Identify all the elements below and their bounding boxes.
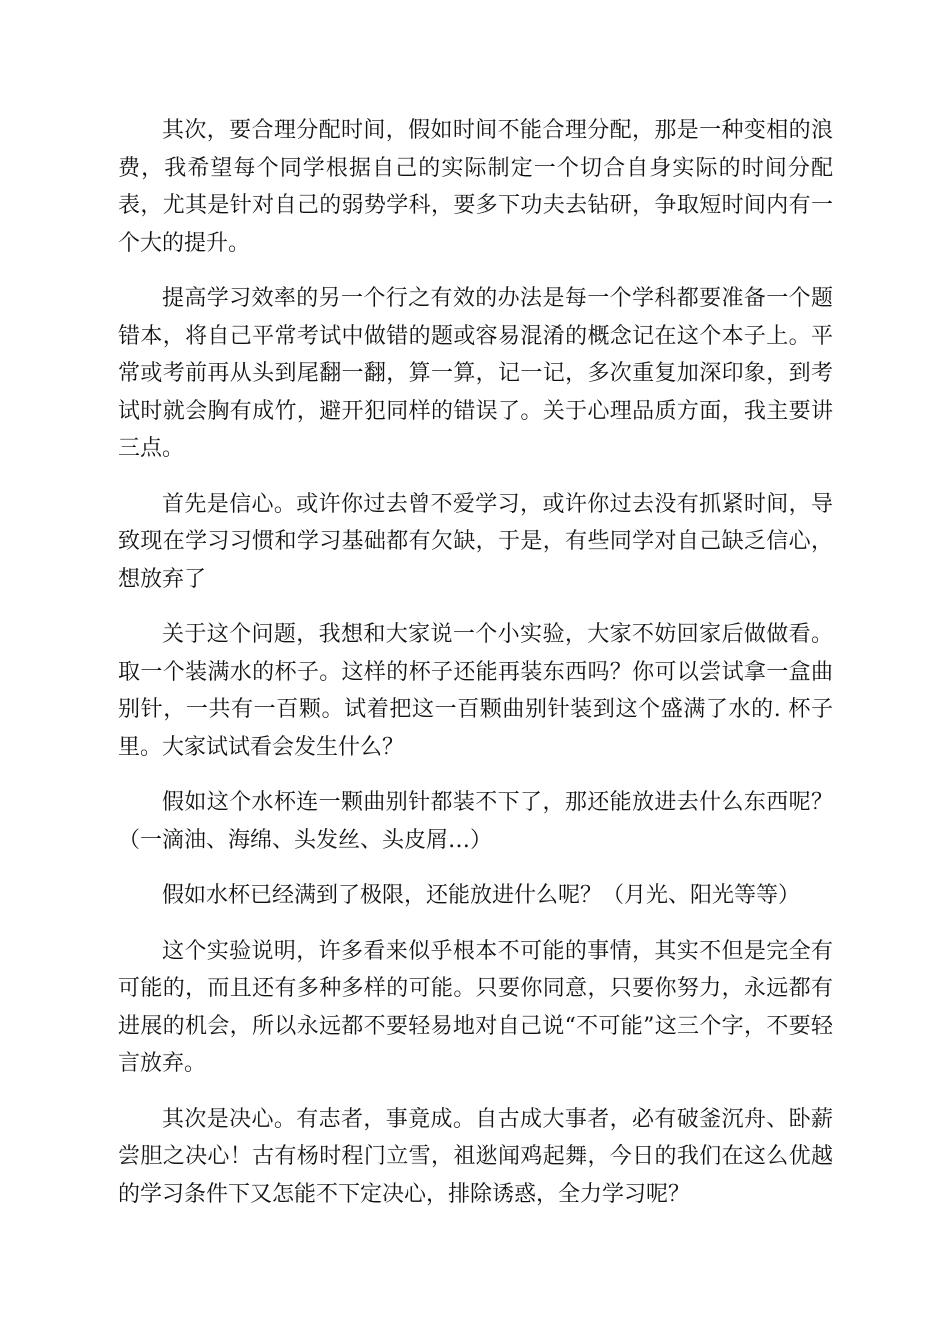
paragraph-error-notebook: 提高学习效率的另一个行之有效的办法是每一个学科都要准备一个题错本，将自己平常考试中做错的题或容易混淆的概念记在这个本子上。平常或考前再从头到尾翻一翻，算一算，记一记，多次重复加深印象，到考试时就会胸有成竹，避开犯同样的错误了。关于心理品质方面，我主要讲三点。 bbox=[118, 286, 833, 461]
paragraph-time-allocation: 其次，要合理分配时间，假如时间不能合理分配，那是一种变相的浪费，我希望每个同学根据自己的实际制定一个切合自身实际的时间分配表，尤其是针对自己的弱势学科，要多下功夫去钻研，争取短时间内有一个大的提升。 bbox=[118, 118, 833, 256]
paragraph-paperclips: 假如这个水杯连一颗曲别针都装不下了，那还能放进去什么东西呢？（一滴油、海绵、头发丝、头皮屑…） bbox=[118, 790, 833, 853]
paragraph-conclusion: 这个实验说明，许多看来似乎根本不可能的事情，其实不但是完全有可能的，而且还有多种多样的可能。只要你同意，只要你努力，永远都有进展的机会，所以永远都不要轻易地对自己说“不可能”这三个字，不要轻言放弃。 bbox=[118, 938, 833, 1076]
paragraph-confidence: 首先是信心。或许你过去曾不爱学习，或许你过去没有抓紧时间，导致现在学习习惯和学习基础都有欠缺，于是，有些同学对自己缺乏信心，想放弃了 bbox=[118, 491, 833, 592]
document-body bbox=[118, 112, 833, 1231]
paragraph-determination: 其次是决心。有志者，事竟成。自古成大事者，必有破釜沉舟、卧薪尝胆之决心！古有杨时程门立雪，祖逖闻鸡起舞，今日的我们在这么优越的学习条件下又怎能不下定决心，排除诱惑，全力学习呢？ bbox=[118, 1106, 833, 1207]
paragraph-experiment: 关于这个问题，我想和大家说一个小实验，大家不妨回家后做做看。取一个装满水的杯子。这样的杯子还能再装东西吗？你可以尝试拿一盒曲别针，一共有一百颗。试着把这一百颗曲别针装到这个盛满了水的. 杯子里。大家试试看会发生什么？ bbox=[118, 622, 833, 760]
paragraph-limit: 假如水杯已经满到了极限，还能放进什么呢？（月光、阳光等等） bbox=[162, 883, 801, 908]
